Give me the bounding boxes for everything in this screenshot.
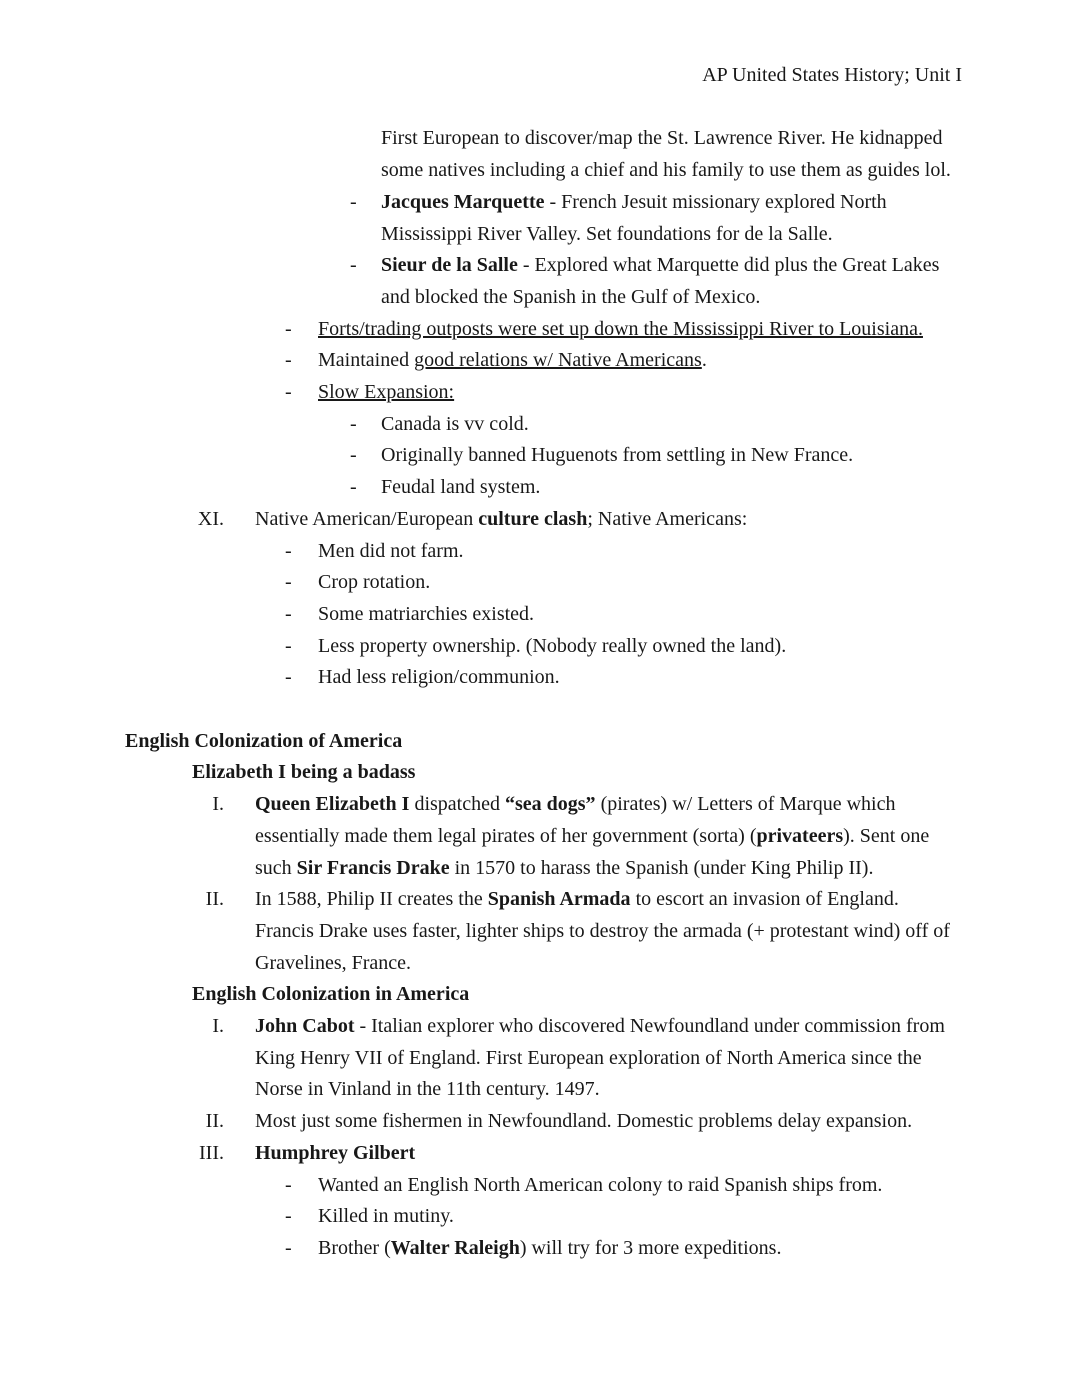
line-text <box>318 1170 962 1202</box>
bullet-dash-marker: - <box>350 444 357 467</box>
text-segment: Native American/European <box>255 507 479 530</box>
text-segment: Sir Francis Drake <box>296 856 450 879</box>
text-segment: in 1570 to harass the Spanish (under King Philip II). <box>449 856 874 879</box>
bullet-dash-marker: - <box>285 1236 292 1259</box>
list-number-marker: I. <box>212 1015 224 1038</box>
line-text <box>224 789 962 884</box>
bullet-item <box>125 1170 962 1202</box>
bullet-dash-marker: - <box>350 190 357 213</box>
text-segment: Men did not farm. <box>318 539 464 562</box>
numbered-item <box>125 1106 962 1138</box>
bullet-item <box>125 631 962 663</box>
line-text <box>318 345 962 377</box>
text-segment: Spanish Armada <box>487 888 631 911</box>
text-segment: Slow Expansion: <box>318 381 455 404</box>
bullet-dash-marker: - <box>350 412 357 435</box>
bullet-item <box>125 314 962 346</box>
continuation-line <box>381 123 962 186</box>
line-text <box>125 726 962 758</box>
line-text <box>318 567 962 599</box>
bullet-item <box>125 536 962 568</box>
text-segment: good relations w/ Native Americans <box>414 349 702 372</box>
line-text <box>192 757 962 789</box>
line-text <box>318 1233 962 1265</box>
numbered-item <box>125 789 962 884</box>
text-segment: First European to discover/map the St. Lawrence River. He kidnapped some natives including a chief and his family to use them as guides lol. <box>381 127 951 182</box>
text-segment: English Colonization in America <box>192 983 470 1006</box>
text-segment: privateers <box>756 824 844 847</box>
text-segment: Forts/trading outposts were set up down the Mississippi River to Louisiana. <box>318 317 923 340</box>
sub-heading <box>192 979 962 1011</box>
bullet-item <box>125 250 962 313</box>
line-text <box>224 1106 962 1138</box>
bullet-dash-marker: - <box>285 634 292 657</box>
bullet-dash-marker: - <box>350 254 357 277</box>
line-text <box>381 409 962 441</box>
bullet-item <box>125 599 962 631</box>
numbered-item <box>125 1011 962 1106</box>
bullet-dash-marker: - <box>285 1173 292 1196</box>
text-segment: Killed in mutiny. <box>318 1205 454 1228</box>
numbered-item <box>125 1138 962 1170</box>
line-text <box>318 536 962 568</box>
text-segment: “sea dogs” <box>504 793 596 816</box>
text-segment: Elizabeth I being a badass <box>192 761 416 784</box>
line-text <box>224 884 962 979</box>
bullet-dash-marker: - <box>285 666 292 689</box>
bullet-dash-marker: - <box>285 539 292 562</box>
bullet-item <box>125 567 962 599</box>
text-segment: English Colonization of America <box>125 729 403 752</box>
list-number-marker: II. <box>205 1110 224 1133</box>
text-segment: Jacques Marquette <box>381 190 545 213</box>
bullet-item <box>125 440 962 472</box>
document-body <box>125 123 962 1264</box>
text-segment: Canada is vv cold. <box>381 412 529 435</box>
line-text <box>318 377 962 409</box>
line-text <box>381 250 962 313</box>
list-number-marker: XI. <box>197 507 224 530</box>
bullet-dash-marker: - <box>285 602 292 625</box>
sub-heading <box>192 757 962 789</box>
text-segment: dispatched <box>409 793 505 816</box>
blank-line <box>125 694 962 726</box>
numbered-item <box>125 504 962 536</box>
text-segment: Wanted an English North American colony to raid Spanish ships from. <box>318 1173 883 1196</box>
text-segment: Crop rotation. <box>318 571 431 594</box>
bullet-dash-marker: - <box>350 476 357 499</box>
text-segment: Walter Raleigh <box>390 1236 520 1259</box>
text-segment: - Explored what Marquette did plus the Great Lakes and blocked the Spanish in the Gulf of Mexico. <box>381 254 940 308</box>
line-text <box>318 1201 962 1233</box>
bullet-item <box>125 662 962 694</box>
text-segment: Feudal land system. <box>381 476 541 499</box>
text-segment: . <box>701 349 707 372</box>
text-segment: - French Jesuit missionary explored North Mississippi River Valley. Set foundations for de la Salle. <box>381 190 887 245</box>
bullet-dash-marker: - <box>285 349 292 372</box>
text-segment: ). Sent one such <box>255 824 930 879</box>
text-segment: Some matriarchies existed. <box>318 602 535 625</box>
text-segment: Maintained <box>318 349 415 372</box>
list-number-marker: II. <box>205 888 224 911</box>
text-segment: In 1588, Philip II creates the <box>255 888 488 911</box>
line-text <box>224 504 962 536</box>
line-text <box>318 314 962 346</box>
bullet-item <box>125 472 962 504</box>
section-heading <box>125 726 962 758</box>
bullet-item <box>125 1233 962 1265</box>
numbered-item <box>125 884 962 979</box>
line-text <box>192 979 962 1011</box>
line-text <box>224 1011 962 1106</box>
text-segment: Queen Elizabeth I <box>255 793 410 816</box>
text-segment: (pirates) w/ Letters of Marque which essentially made them legal pirates of her government (sorta) ( <box>255 793 896 847</box>
bullet-item <box>125 377 962 409</box>
bullet-item <box>125 409 962 441</box>
bullet-dash-marker: - <box>285 1205 292 1228</box>
line-text <box>224 1138 962 1170</box>
text-segment: Humphrey Gilbert <box>255 1141 416 1164</box>
list-number-marker: III. <box>199 1141 224 1164</box>
text-segment: Originally banned Huguenots from settling in New France. <box>381 444 854 467</box>
text-segment: ) will try for 3 more expeditions. <box>519 1236 782 1259</box>
line-text <box>318 631 962 663</box>
text-segment: culture clash <box>478 507 588 530</box>
bullet-item <box>125 1201 962 1233</box>
list-number-marker: I. <box>212 793 224 816</box>
line-text <box>318 662 962 694</box>
text-segment: John Cabot <box>255 1015 355 1038</box>
bullet-dash-marker: - <box>285 317 292 340</box>
header-title: AP United States History; Unit I <box>702 64 962 86</box>
bullet-dash-marker: - <box>285 571 292 594</box>
line-text <box>381 472 962 504</box>
line-text <box>381 187 962 250</box>
text-segment: Less property ownership. (Nobody really owned the land). <box>318 634 787 657</box>
text-segment: to escort an invasion of England. Francis Drake uses faster, lighter ships to destroy the armada (+ protestant wind) off of Gravelines, France. <box>255 888 950 974</box>
text-segment: ; Native Americans: <box>587 507 748 530</box>
text-segment: Sieur de la Salle <box>381 254 518 277</box>
line-text <box>318 599 962 631</box>
text-segment: Most just some fishermen in Newfoundland. Domestic problems delay expansion. <box>255 1110 913 1133</box>
text-segment: Brother ( <box>318 1236 391 1259</box>
line-text <box>381 123 962 186</box>
text-segment: - Italian explorer who discovered Newfoundland under commission from King Henry VII of England. First European exploration of North America since the Norse in Vinland in the 11th century. 1497. <box>255 1015 945 1101</box>
text-segment: Had less religion/communion. <box>318 666 560 689</box>
line-text <box>381 440 962 472</box>
bullet-item <box>125 345 962 377</box>
page-header <box>125 60 962 92</box>
bullet-dash-marker: - <box>285 381 292 404</box>
bullet-item <box>125 187 962 250</box>
